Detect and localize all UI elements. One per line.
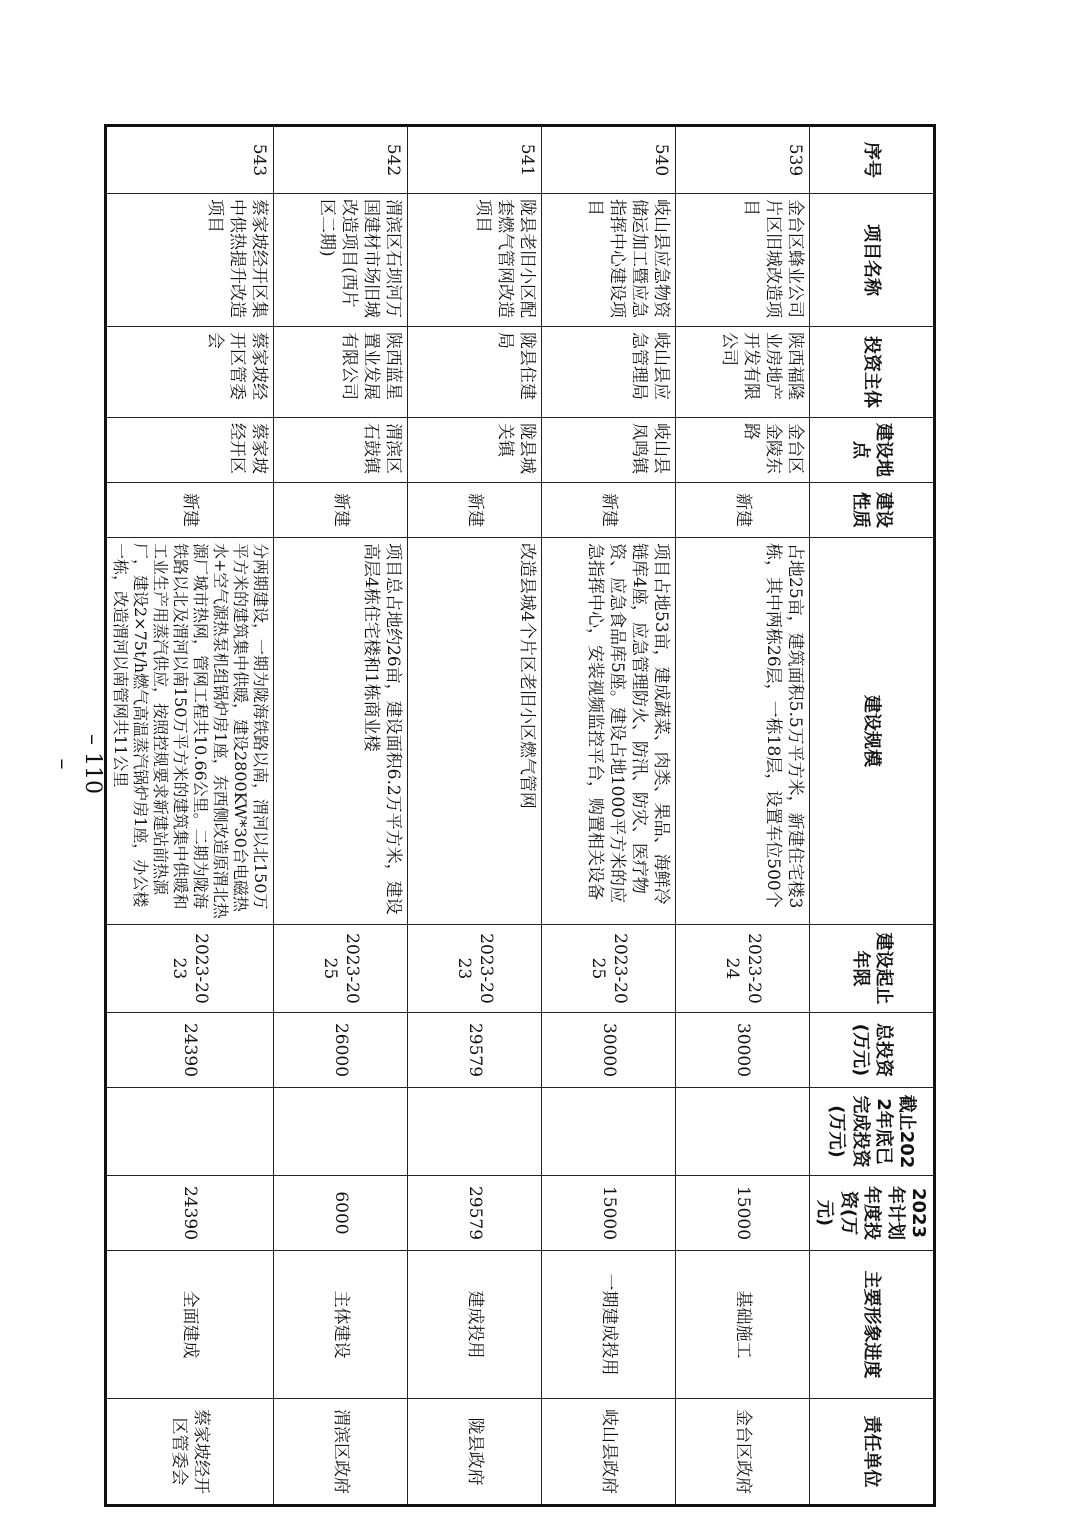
cell-progress: 主体建设	[274, 1251, 408, 1399]
header-location: 建设地点	[810, 418, 935, 483]
cell-scale: 项目总占地约26亩，建设面积6.2万平方米，建设高层4栋住宅楼和1栋商业楼	[274, 538, 408, 925]
header-name: 项目名称	[810, 194, 935, 327]
cell-name: 岐山县应急物资储运加工暨应急指挥中心建设项目	[542, 194, 676, 327]
cell-name: 渭滨区石坝河万国建材市场旧城改造项目(西片区二期)	[274, 194, 408, 327]
cell-unit: 渭滨区政府	[274, 1399, 408, 1506]
cell-period: 2023-2024	[676, 925, 810, 1013]
page-number: – 110 –	[50, 734, 105, 794]
cell-total: 26000	[274, 1013, 408, 1088]
cell-location: 金台区金陵东路	[676, 418, 810, 483]
cell-seq: 541	[408, 126, 542, 194]
cell-completed	[106, 1088, 274, 1176]
cell-location: 岐山县凤鸣镇	[542, 418, 676, 483]
header-plan: 2023年计划年度投资(万元)	[810, 1176, 935, 1251]
cell-scale: 项目占地53亩，建成蔬菜、肉类、果品、海鲜冷链库4座，应急管理防火、防汛、防灾、医疗物资、应急食品库5座。建设占地1000平方米的应急指挥中心，安装视频监控平台，购置相关设备	[542, 538, 676, 925]
cell-location: 陇县城关镇	[408, 418, 542, 483]
project-table	[104, 124, 936, 1507]
cell-nature: 新建	[676, 483, 810, 538]
header-completed: 截止2022年底已完成投资(万元)	[810, 1088, 935, 1176]
rotated-page-content	[111, 124, 936, 1494]
header-investor: 投资主体	[810, 327, 935, 418]
cell-unit: 岐山县政府	[542, 1399, 676, 1506]
cell-total: 30000	[542, 1013, 676, 1088]
cell-scale: 占地25亩，建筑面积5.5万平方米，新建住宅楼3栋，其中两栋26层，一栋18层，设置车位500个	[676, 538, 810, 925]
cell-seq: 542	[274, 126, 408, 194]
cell-unit: 陇县政府	[408, 1399, 542, 1506]
table-row	[542, 126, 676, 1506]
cell-unit: 金台区政府	[676, 1399, 810, 1506]
cell-completed	[408, 1088, 542, 1176]
cell-progress: 基础施工	[676, 1251, 810, 1399]
cell-plan: 15000	[676, 1176, 810, 1251]
table-header-row	[810, 126, 935, 1506]
cell-location: 蔡家坡经开区	[106, 418, 274, 483]
cell-plan: 15000	[542, 1176, 676, 1251]
cell-completed	[542, 1088, 676, 1176]
table-row	[676, 126, 810, 1506]
cell-scale: 分两期建设，一期为陇海铁路以南，渭河以北150万平方米的建筑集中供暖，建设2800KW*30台电磁热水+空气源热泵机组锅炉房1座，东西侧改造原渭北热源厂城市热网，管网工程共10.66公里。二期为陇海铁路以北及渭河以南150万平方米的建筑集中供暖和工业生产用蒸汽供应，按照控规要求新建站前热源厂，建设2×75t/h燃气高温蒸汽锅炉房1座，办公楼一栋，改造渭河以南管网共11公里	[106, 538, 274, 925]
header-nature: 建设性质	[810, 483, 935, 538]
cell-seq: 543	[106, 126, 274, 194]
cell-investor: 陕西蓝星置业发展有限公司	[274, 327, 408, 418]
cell-nature: 新建	[542, 483, 676, 538]
header-progress: 主要形象进度	[810, 1251, 935, 1399]
cell-progress: 建成投用	[408, 1251, 542, 1399]
cell-location: 渭滨区石鼓镇	[274, 418, 408, 483]
cell-plan: 24390	[106, 1176, 274, 1251]
cell-seq: 539	[676, 126, 810, 194]
cell-completed	[274, 1088, 408, 1176]
cell-scale: 改造县城4个片区老旧小区燃气管网	[408, 538, 542, 925]
cell-investor: 岐山县应急管理局	[542, 327, 676, 418]
header-period: 建设起止年限	[810, 925, 935, 1013]
cell-unit: 蔡家坡经开区管委会	[106, 1399, 274, 1506]
cell-nature: 新建	[106, 483, 274, 538]
cell-progress: 全面建成	[106, 1251, 274, 1399]
cell-seq: 540	[542, 126, 676, 194]
header-scale: 建设规模	[810, 538, 935, 925]
cell-total: 30000	[676, 1013, 810, 1088]
cell-name: 蔡家坡经开区集中供热提升改造项目	[106, 194, 274, 327]
cell-nature: 新建	[408, 483, 542, 538]
cell-total: 24390	[106, 1013, 274, 1088]
cell-nature: 新建	[274, 483, 408, 538]
cell-investor: 蔡家坡经开区管委会	[106, 327, 274, 418]
header-seq: 序号	[810, 126, 935, 194]
cell-plan: 6000	[274, 1176, 408, 1251]
cell-total: 29579	[408, 1013, 542, 1088]
cell-investor: 陕西福隆业房地产开发有限公司	[676, 327, 810, 418]
cell-name: 陇县老旧小区配套燃气管网改造项目	[408, 194, 542, 327]
cell-investor: 陇县住建局	[408, 327, 542, 418]
table-row	[408, 126, 542, 1506]
cell-period: 2023-2023	[408, 925, 542, 1013]
cell-period: 2023-2023	[106, 925, 274, 1013]
table-row	[106, 126, 274, 1506]
cell-period: 2023-2025	[542, 925, 676, 1013]
cell-progress: 一期建成投用	[542, 1251, 676, 1399]
cell-name: 金台区蜂业公司片区旧城改造项目	[676, 194, 810, 327]
cell-period: 2023-2025	[274, 925, 408, 1013]
cell-completed	[676, 1088, 810, 1176]
table-row	[274, 126, 408, 1506]
header-total: 总投资(万元)	[810, 1013, 935, 1088]
header-unit: 责任单位	[810, 1399, 935, 1506]
cell-plan: 29579	[408, 1176, 542, 1251]
